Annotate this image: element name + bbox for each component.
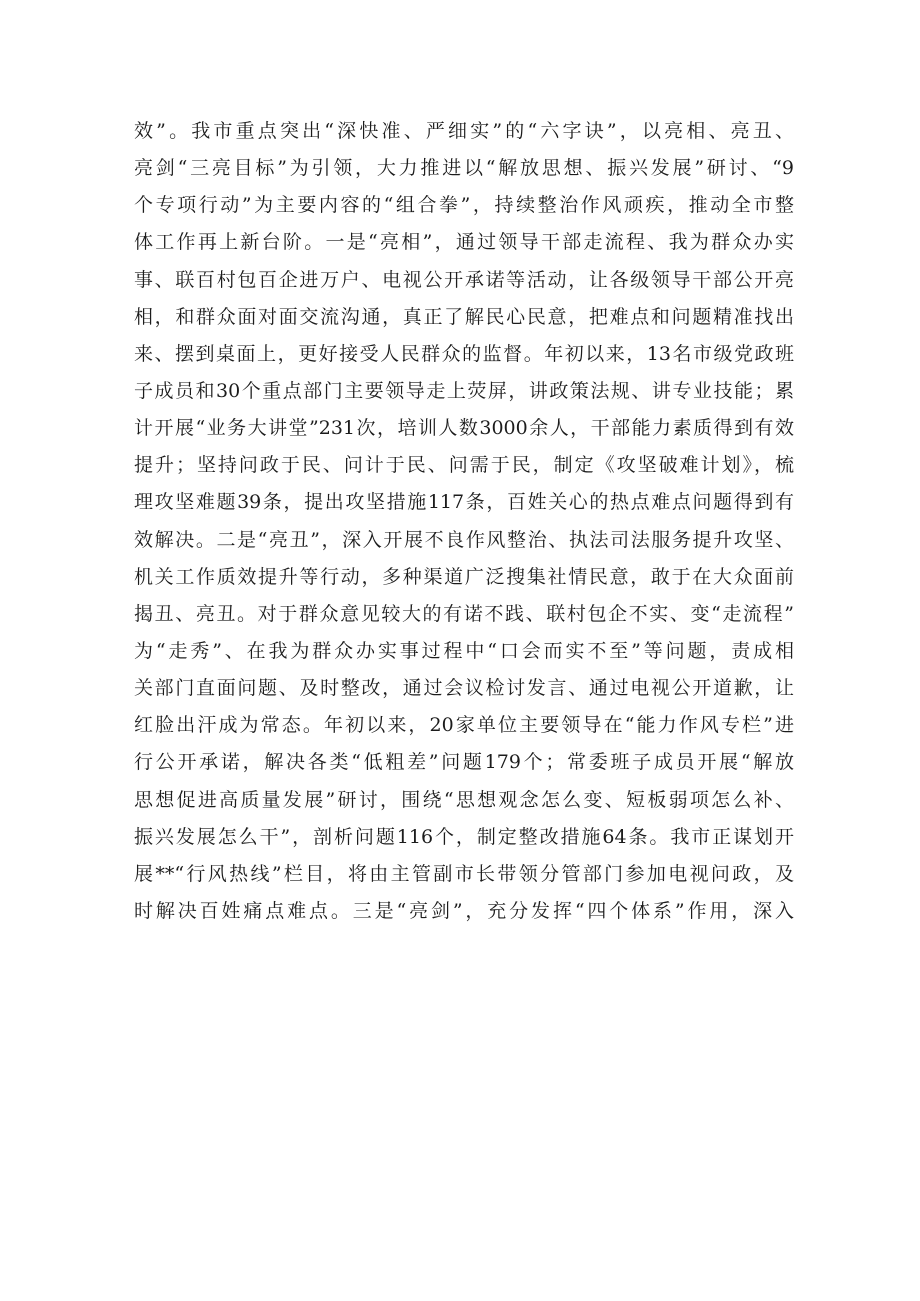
text-line: 机关工作质效提升等行动，多种渠道广泛搜集社情民意，敢于在大众面前 <box>134 565 794 588</box>
text-line: 红脸出汗成为常态。年初以来，20家单位主要领导在“能力作风专栏”进 <box>134 714 794 737</box>
body-paragraph <box>134 113 794 930</box>
text-line: 亮剑“三亮目标”为引领，大力推进以“解放思想、振兴发展”研讨、“9 <box>134 157 794 180</box>
text-line: 来、摆到桌面上，更好接受人民群众的监督。年初以来，13名市级党政班 <box>134 342 794 365</box>
text-line: 相，和群众面对面交流沟通，真正了解民心民意，把难点和问题精准找出 <box>134 305 794 328</box>
text-line: 子成员和30个重点部门主要领导走上荧屏，讲政策法规、讲专业技能；累 <box>134 379 794 402</box>
text-line: 展**“行风热线”栏目，将由主管副市长带领分管部门参加电视问政，及 <box>134 862 794 885</box>
text-line: 计开展“业务大讲堂”231次，培训人数3000余人，干部能力素质得到有效 <box>134 417 794 440</box>
text-line: 行公开承诺，解决各类“低粗差”问题179个；常委班子成员开展“解放 <box>134 751 794 774</box>
text-line: 效”。我市重点突出“深快准、严细实”的“六字诀”，以亮相、亮丑、 <box>134 120 794 142</box>
text-line: 时解决百姓痛点难点。三是“亮剑”，充分发挥“四个体系”作用，深入 <box>134 899 794 922</box>
text-line: 个专项行动”为主要内容的“组合拳”，持续整治作风顽疾，推动全市整 <box>134 194 794 217</box>
text-line: 关部门直面问题、及时整改，通过会议检讨发言、通过电视公开道歉，让 <box>134 677 794 700</box>
text-line: 体工作再上新台阶。一是“亮相”，通过领导干部走流程、我为群众办实 <box>134 231 794 254</box>
text-line: 提升；坚持问政于民、问计于民、问需于民，制定《攻坚破难计划》，梳 <box>134 454 794 477</box>
text-line: 思想促进高质量发展”研讨，围绕“思想观念怎么变、短板弱项怎么补、 <box>134 788 794 811</box>
text-line: 揭丑、亮丑。对于群众意见较大的有诺不践、联村包企不实、变“走流程” <box>134 602 794 625</box>
text-line: 振兴发展怎么干”，剖析问题116个，制定整改措施64条。我市正谋划开 <box>134 825 794 848</box>
text-line: 为“走秀”、在我为群众办实事过程中“口会而实不至”等问题，责成相 <box>134 639 794 662</box>
text-line: 理攻坚难题39条，提出攻坚措施117条，百姓关心的热点难点问题得到有 <box>134 491 794 514</box>
text-line: 效解决。二是“亮丑”，深入开展不良作风整治、执法司法服务提升攻坚、 <box>134 528 794 551</box>
text-line: 事、联百村包百企进万户、电视公开承诺等活动，让各级领导干部公开亮 <box>134 268 794 291</box>
